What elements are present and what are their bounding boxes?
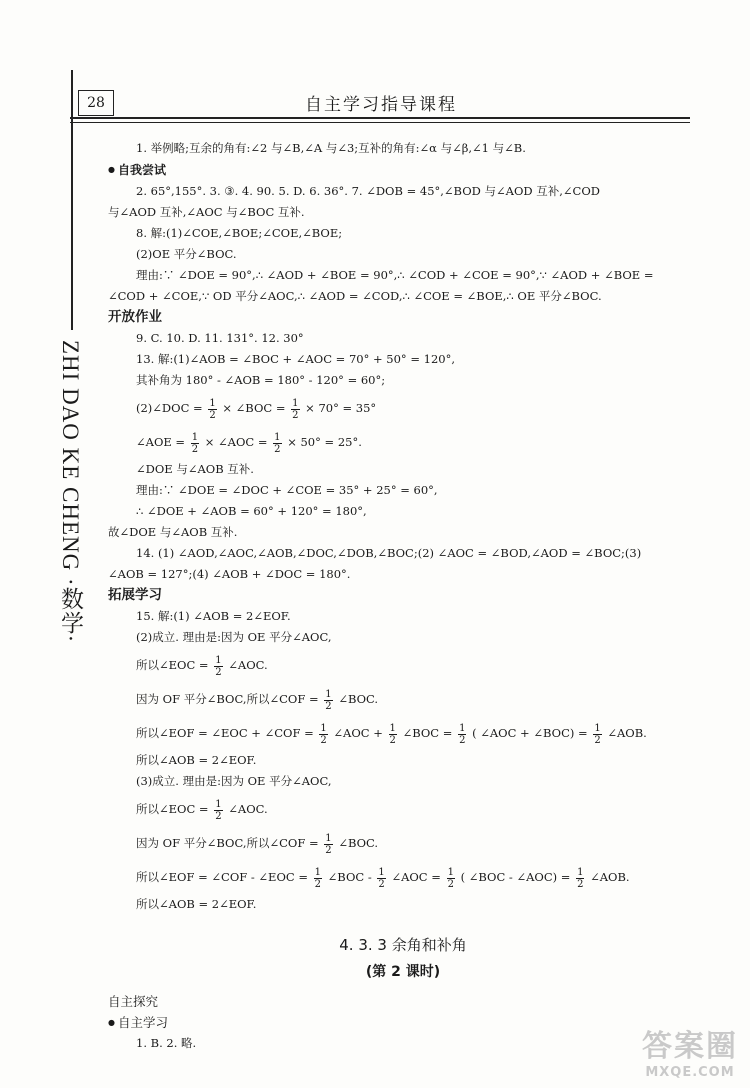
answer-line: 所以∠EOF = ∠EOC + ∠COF = $\frac{1}{2}$ ∠AOC + $\frac{1}{2}$ ∠BOC = $\frac{1}{2}$ ( ∠AOC + ∠BOC) = $\frac{1}{2}$ ∠AOB. bbox=[136, 722, 647, 746]
fraction: $\frac{1}{2}$ bbox=[292, 397, 299, 421]
answer-line: 所以∠EOC = $\frac{1}{2}$ ∠AOC. bbox=[136, 798, 268, 822]
answer-line: 所以∠EOF = ∠COF - ∠EOC = $\frac{1}{2}$ ∠BOC - $\frac{1}{2}$ ∠AOC = $\frac{1}{2}$ ( ∠BOC - ∠AOC) = $\frac{1}{2}$ ∠AOB. bbox=[136, 866, 630, 890]
answer-line: 其补角为 180° - ∠AOB = 180° - 120° = 60°; bbox=[136, 373, 386, 387]
side-rule bbox=[71, 70, 73, 330]
answer-line: 1. 举例略;互余的角有:∠2 与∠B,∠A 与∠3;互补的角有:∠α 与∠β,∠1 与∠B. bbox=[136, 141, 526, 155]
answer-line: 理由:∵ ∠DOE = 90°,∴ ∠AOD + ∠BOE = 90°,∴ ∠COD + ∠COE = 90°,∵ ∠AOD + ∠BOE = bbox=[136, 268, 654, 282]
answer-line: 所以∠AOB = 2∠EOF. bbox=[136, 753, 257, 767]
answer-line: 因为 OF 平分∠BOC,所以∠COF = $\frac{1}{2}$ ∠BOC. bbox=[136, 832, 379, 856]
answer-line: 与∠AOD 互补,∠AOC 与∠BOC 互补. bbox=[108, 205, 305, 219]
fraction: $\frac{1}{2}$ bbox=[325, 688, 332, 712]
answer-line: 15. 解:(1) ∠AOB = 2∠EOF. bbox=[136, 609, 291, 623]
answer-line: (2)成立. 理由是:因为 OE 平分∠AOC, bbox=[136, 630, 332, 644]
answer-line: (2)∠DOC = $\frac{1}{2}$ × ∠BOC = $\frac{1}{2}$ × 70° = 35° bbox=[136, 397, 377, 421]
section-heading: 拓展学习 bbox=[108, 587, 162, 603]
watermark-logo: 答案圈 MXQE.COM bbox=[642, 1029, 738, 1080]
answer-line: 所以∠EOC = $\frac{1}{2}$ ∠AOC. bbox=[136, 654, 268, 678]
fraction: $\frac{1}{2}$ bbox=[314, 866, 322, 890]
answer-line: ∠COD + ∠COE,∵ OD 平分∠AOC,∴ ∠AOD = ∠COD,∴ ∠COE = ∠BOE,∴ OE 平分∠BOC. bbox=[108, 289, 602, 303]
section-title: 4. 3. 3 余角和补角 bbox=[339, 936, 467, 954]
fraction: $\frac{1}{2}$ bbox=[447, 866, 454, 890]
answer-content bbox=[108, 138, 698, 1054]
answer-line: 8. 解:(1)∠COE,∠BOE;∠COE,∠BOE; bbox=[136, 226, 343, 240]
answer-line: 故∠DOE 与∠AOB 互补. bbox=[108, 525, 238, 539]
fraction: $\frac{1}{2}$ bbox=[325, 832, 332, 856]
answer-line: (2)OE 平分∠BOC. bbox=[136, 247, 237, 261]
answer-line: (3)成立. 理由是:因为 OE 平分∠AOC, bbox=[136, 774, 332, 788]
answer-line: ∠DOE 与∠AOB 互补. bbox=[136, 462, 254, 476]
section-subtitle: (第 2 课时) bbox=[365, 964, 441, 980]
fraction: $\frac{1}{2}$ bbox=[191, 431, 199, 455]
fraction: $\frac{1}{2}$ bbox=[577, 866, 584, 890]
subsection-heading: ● 自我尝试 bbox=[108, 159, 698, 181]
fraction: $\frac{1}{2}$ bbox=[274, 431, 281, 455]
fraction: $\frac{1}{2}$ bbox=[594, 722, 601, 746]
answer-line: 1. B. 2. 略. bbox=[136, 1036, 197, 1050]
fraction: $\frac{1}{2}$ bbox=[215, 798, 222, 822]
answer-line: 因为 OF 平分∠BOC,所以∠COF = $\frac{1}{2}$ ∠BOC. bbox=[136, 688, 379, 712]
answer-line: ∠AOE = $\frac{1}{2}$ × ∠AOC = $\frac{1}{2}$ × 50° = 25°. bbox=[136, 431, 362, 455]
answer-line: 14. (1) ∠AOD,∠AOC,∠AOB,∠DOC,∠DOB,∠BOC;(2) ∠AOC = ∠BOD,∠AOD = ∠BOC;(3) bbox=[136, 546, 642, 560]
answer-line: 13. 解:(1)∠AOB = ∠BOC + ∠AOC = 70° + 50° = 120°, bbox=[136, 352, 455, 366]
fraction: $\frac{1}{2}$ bbox=[215, 654, 222, 678]
answer-line: 2. 65°,155°. 3. ③. 4. 90. 5. D. 6. 36°. 7. ∠DOB = 45°,∠BOD 与∠AOD 互补,∠COD bbox=[136, 184, 601, 198]
answer-line: ∴ ∠DOE + ∠AOB = 60° + 120° = 180°, bbox=[136, 504, 367, 518]
answer-line: 所以∠AOB = 2∠EOF. bbox=[136, 897, 257, 911]
answer-line: 理由:∵ ∠DOE = ∠DOC + ∠COE = 35° + 25° = 60°, bbox=[136, 483, 438, 497]
fraction: $\frac{1}{2}$ bbox=[209, 397, 216, 421]
page-number: 28 bbox=[78, 90, 114, 116]
header-title: 自主学习指导课程 bbox=[305, 95, 457, 115]
sidebar-vertical-text: ZHI DAO KE CHENG ·数学· bbox=[58, 340, 83, 644]
section-heading: 自主探究 bbox=[108, 994, 159, 1009]
fraction: $\frac{1}{2}$ bbox=[320, 722, 327, 746]
section-heading: 开放作业 bbox=[108, 309, 162, 325]
fraction: $\frac{1}{2}$ bbox=[378, 866, 385, 890]
answer-line: 9. C. 10. D. 11. 131°. 12. 30° bbox=[136, 331, 304, 345]
fraction: $\frac{1}{2}$ bbox=[389, 722, 396, 746]
fraction: $\frac{1}{2}$ bbox=[459, 722, 466, 746]
subsection-heading: ● 自主学习 bbox=[108, 1012, 698, 1033]
header-rule bbox=[70, 117, 690, 123]
answer-line: ∠AOB = 127°;(4) ∠AOB + ∠DOC = 180°. bbox=[108, 567, 351, 581]
